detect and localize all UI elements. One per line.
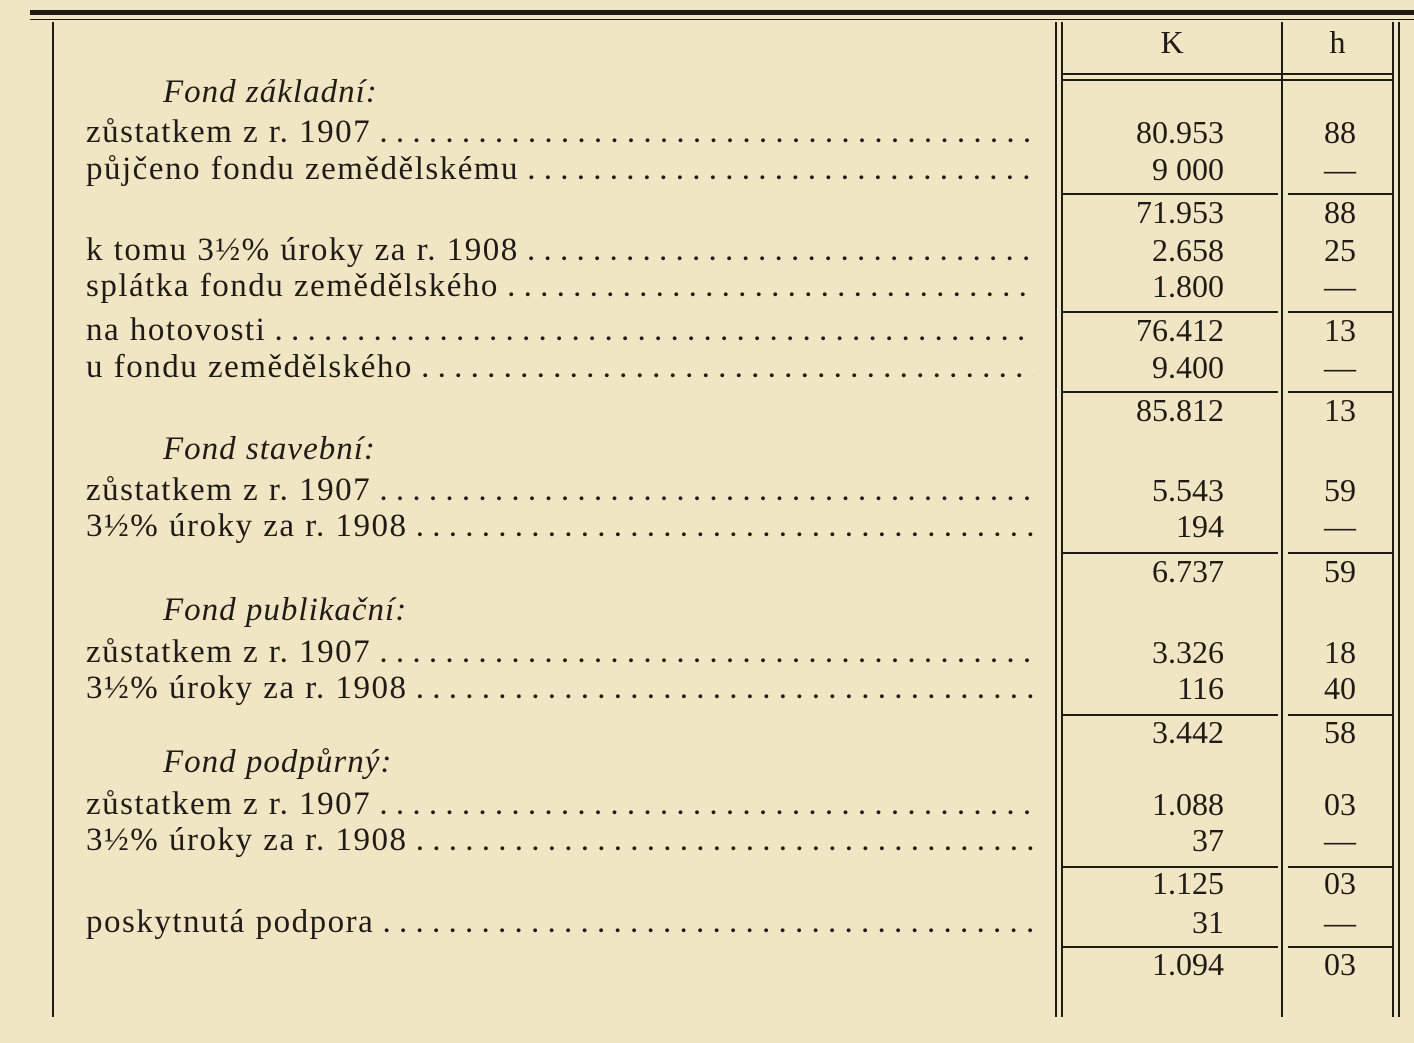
row-label: splátka fondu zemědělského . . . [86,268,1034,305]
row-label: zůstatkem z r. 1907 . . . [86,114,1034,151]
subtotal-h: 58 [1324,714,1356,750]
row-label: 3½% úroky za r. 1908 . . . [86,822,1034,859]
row-label: zůstatkem z r. 1907 . . . [86,472,1034,509]
column-rule-right-2 [1398,22,1400,1017]
amount-k: 76.412 [1136,312,1224,348]
amount-k: 1.088 [1152,786,1224,822]
row-label: poskytnutá podpora . . . [86,904,1034,941]
amount-k: 2.658 [1152,232,1224,268]
amount-k: 9 000 [1152,151,1224,187]
left-margin-rule [52,22,54,1017]
amount-k: 194 [1176,508,1224,544]
column-rule-left-1 [1055,22,1057,1017]
amount-h: — [1324,904,1356,940]
amount-h: 59 [1324,472,1356,508]
fund-heading: Fond základní: [163,74,378,110]
subtotal-k: 71.953 [1136,194,1224,230]
header-rule-2 [1063,79,1392,81]
row-label: 3½% úroky za r. 1908 . . . [86,508,1034,545]
fund-heading: Fond podpůrný: [163,744,393,780]
row-label: půjčeno fondu zemědělskému . . . [86,151,1034,188]
subtotal-h: 88 [1324,194,1356,230]
amount-k: 31 [1192,904,1224,940]
amount-k: 116 [1177,670,1224,706]
header-rule-1 [1063,73,1392,75]
row-label: zůstatkem z r. 1907 . . . [86,786,1034,823]
row-label: na hotovosti . . . [86,312,1034,349]
top-rule-thick [30,10,1414,15]
top-rule-thin [30,19,1414,20]
amount-k: 80.953 [1136,114,1224,150]
subtotal-k: 6.737 [1152,553,1224,589]
subtotal-k: 1.094 [1152,946,1224,982]
amount-h: 18 [1324,634,1356,670]
amount-k: 9.400 [1152,349,1224,385]
row-label: 3½% úroky za r. 1908 . . . [86,670,1034,707]
subtotal-h: 59 [1324,553,1356,589]
subtotal-h: 13 [1324,392,1356,428]
amount-k: 3.326 [1152,634,1224,670]
amount-h: — [1324,349,1356,385]
fund-heading: Fond publikační: [163,592,408,628]
amount-h: 40 [1324,670,1356,706]
amount-h: 25 [1324,232,1356,268]
row-label: k tomu 3½% úroky za r. 1908 . . . [86,232,1034,269]
amount-k: 37 [1192,822,1224,858]
subtotal-h: 03 [1324,865,1356,901]
subtotal-k: 85.812 [1136,392,1224,428]
row-label: zůstatkem z r. 1907 . . . [86,634,1034,671]
column-header-k: K [1160,24,1184,60]
column-rule-mid [1281,22,1283,1017]
row-label: u fondu zemědělského . . . [86,349,1034,386]
subtotal-k: 1.125 [1152,865,1224,901]
amount-k: 5.543 [1152,472,1224,508]
column-rule-right-1 [1392,22,1394,1017]
amount-h: — [1324,822,1356,858]
amount-h: — [1324,268,1356,304]
amount-k: 1.800 [1152,268,1224,304]
fund-heading: Fond stavební: [163,431,376,467]
column-header-h: h [1329,24,1346,60]
subtotal-k: 3.442 [1152,714,1224,750]
amount-h: — [1324,508,1356,544]
amount-h: — [1324,151,1356,187]
subtotal-h: 03 [1324,946,1356,982]
amount-h: 03 [1324,786,1356,822]
amount-h: 13 [1324,312,1356,348]
amount-h: 88 [1324,114,1356,150]
